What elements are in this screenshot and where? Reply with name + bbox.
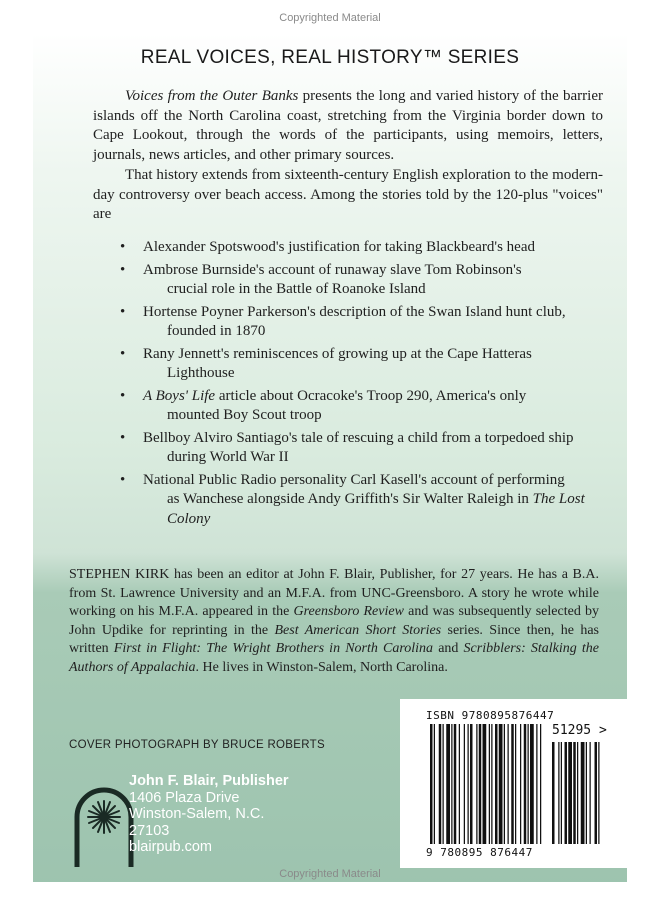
barcode-bar — [479, 724, 482, 844]
barcode-addon-bar — [586, 742, 587, 844]
list-item-text-continued: crucial role in the Battle of Roanoke Island — [167, 281, 426, 297]
list-item-text-continued: Lighthouse — [167, 365, 235, 381]
list-item — [93, 387, 603, 426]
book-title-first-in-flight: First in Flight: The Wright Brothers in North Carolina — [113, 641, 434, 656]
barcode-bar — [459, 724, 460, 844]
barcode-bar — [520, 724, 521, 844]
journal-title: Greensboro Review — [293, 604, 404, 619]
author-bio-text-1: STEPHEN KIRK has been an editor at John F. Blair, Publisher, for 27 years. He has a B.A. from St. Lawrence University and an M.F.A. from UNC-Greensboro. A story he wrote while working on his M.F.A. appeared in the — [69, 567, 599, 619]
list-item-text: Alexander Spotswood's justification for taking Blackbeard's head — [143, 239, 535, 255]
barcode-bar — [530, 724, 534, 844]
list-item-text: article about Ocracoke's Troop 290, America's only — [215, 387, 527, 404]
barcode-bar — [499, 724, 503, 844]
isbn-barcode — [400, 699, 627, 868]
publisher-website: blairpub.com — [129, 839, 213, 855]
list-item-text: Hortense Poyner Parkerson's description of the Swan Island hunt club, — [143, 303, 566, 320]
list-item-text: Rany Jennett's reminiscences of growing up at the Cape Hatteras — [143, 345, 532, 362]
cover-photo-credit: COVER PHOTOGRAPH BY BRUCE ROBERTS — [69, 739, 325, 751]
book-title: Voices from the Outer Banks — [125, 88, 299, 104]
barcode-addon-bar — [552, 742, 555, 844]
list-item — [93, 303, 603, 342]
barcode-bar — [489, 724, 490, 844]
author-bio-text-2: and was subsequently selected by John Updike for reprinting in the — [69, 604, 599, 638]
list-item-text-continued-plain: as Wanchese alongside Andy Griffith's Sir Walter Raleigh in — [167, 491, 533, 507]
barcode-addon-bar — [577, 742, 578, 844]
bullet-icon: • — [120, 387, 126, 404]
bullet-icon: • — [120, 261, 126, 278]
bullet-icon: • — [120, 239, 126, 255]
barcode-addon-bar — [598, 742, 599, 844]
intro-paragraph-1-text: presents the long and varied history of the barrier islands off the North Carolina coast, stretching from the Virginia border down to Cape Lookout, through the words of the participants, using memoirs, letters, journals, news articles, and other primary sources. — [93, 88, 603, 163]
barcode-bar — [476, 724, 477, 844]
magazine-title: A Boys' Life — [143, 387, 216, 404]
barcode-bar — [508, 724, 509, 844]
publisher-zip: 27103 — [129, 822, 170, 839]
author-bio — [69, 566, 599, 677]
barcode-addon-bar — [573, 742, 576, 844]
barcode-bar — [454, 724, 457, 844]
series-title: REAL VOICES, REAL HISTORY™ SERIES — [140, 47, 520, 68]
barcode-bar — [451, 724, 452, 844]
intro-paragraph-1 — [93, 87, 603, 165]
anthology-title: Best American Short Stories — [274, 622, 442, 638]
author-bio-text-3: series. Since then, he has written — [69, 622, 600, 656]
barcode-bar — [446, 724, 450, 844]
list-item — [93, 345, 603, 384]
bullet-icon: • — [120, 471, 126, 488]
list-item-text-continued: mounted Boy Scout troop — [167, 407, 322, 423]
list-item-text-continued-2 — [143, 510, 603, 530]
barcode-bar — [515, 724, 516, 844]
barcode-bar — [524, 724, 527, 844]
author-bio-text-5: . He lives in Winston-Salem, North Carolina. — [195, 659, 448, 675]
list-item-text: National Public Radio personality Carl Kasell's account of performing — [143, 471, 565, 488]
barcode-addon-bar — [561, 742, 562, 844]
publisher-info — [129, 773, 289, 856]
barcode-bar — [495, 724, 498, 844]
list-item-text-continued — [143, 490, 603, 510]
barcode-addon-bar — [595, 742, 598, 844]
barcode-bar — [434, 724, 435, 844]
barcode-bar — [540, 724, 541, 844]
barcode-addon-bar — [590, 742, 591, 844]
book-title-scribblers: Scribblers: Stalking the Authors of Appalachia — [69, 641, 600, 675]
barcode-bar — [504, 724, 505, 844]
bullet-icon: • — [120, 303, 126, 320]
barcode-bar — [511, 724, 514, 844]
bullet-icon: • — [120, 345, 126, 362]
copyright-watermark-bottom: Copyrighted Material — [279, 868, 381, 880]
publisher-address-2: Winston-Salem, N.C. — [129, 806, 265, 822]
list-item — [93, 429, 603, 468]
author-bio-text-4: and — [433, 641, 464, 656]
barcode-digits: 9 780895 876447 — [426, 846, 533, 859]
back-cover — [33, 33, 627, 882]
barcode-bar — [470, 724, 473, 844]
copyright-watermark-top: Copyrighted Material — [279, 12, 381, 24]
barcode-bar — [528, 724, 529, 844]
intro-paragraph-2: That history extends from sixteenth-century English exploration to the modern-day controversy over beach access. Among the stories told by the 120-plus "voices" are — [93, 167, 603, 222]
barcode-bar — [491, 724, 492, 844]
barcode-bar — [443, 724, 444, 844]
barcode-addon-bar — [568, 742, 572, 844]
barcode-addon-bar — [581, 742, 585, 844]
list-item-text-continued: during World War II — [167, 449, 289, 465]
list-item-text: Bellboy Alviro Santiago's tale of rescuing a child from a torpedoed ship — [143, 429, 574, 446]
barcode-bar — [439, 724, 442, 844]
barcode-bar — [430, 724, 433, 844]
list-item — [93, 261, 603, 300]
barcode-bars — [430, 724, 602, 852]
barcode-addon-bar — [565, 742, 568, 844]
voices-list — [93, 238, 603, 532]
list-item-text: Ambrose Burnside's account of runaway slave Tom Robinson's — [143, 261, 522, 278]
play-title-end: Colony — [167, 510, 211, 527]
list-item — [93, 238, 603, 258]
barcode-bar — [483, 724, 487, 844]
barcode-bar — [464, 724, 465, 844]
publisher-name: John F. Blair, Publisher — [129, 773, 289, 789]
price-code: 51295 > — [552, 723, 607, 738]
play-title: The Lost — [532, 491, 585, 507]
barcode-bar — [536, 724, 537, 844]
bullet-icon: • — [120, 429, 126, 446]
barcode-bar — [468, 724, 469, 844]
list-item-text-continued: founded in 1870 — [167, 323, 266, 339]
list-item — [93, 471, 603, 530]
isbn-label: ISBN 9780895876447 — [426, 709, 555, 722]
barcode-addon-bar — [558, 742, 559, 844]
publisher-address-1: 1406 Plaza Drive — [129, 789, 240, 806]
